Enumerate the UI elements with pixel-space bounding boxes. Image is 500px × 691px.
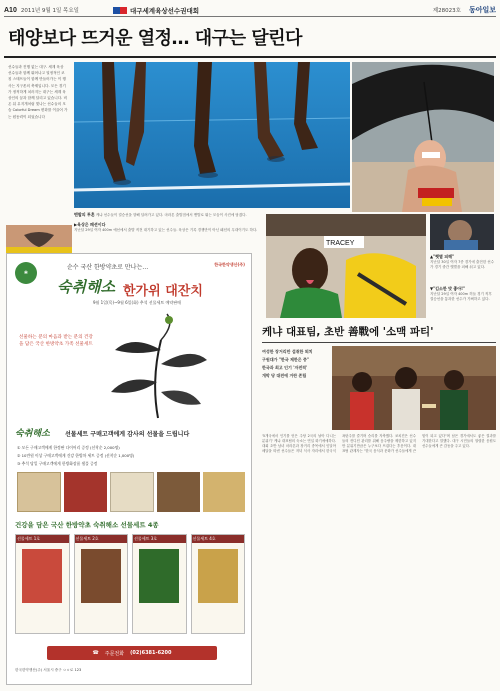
- ad-bullets: [17, 444, 245, 468]
- masthead: [4, 4, 496, 17]
- kenya-article-headline: 케냐 대표팀, 초반 善戰에 '소맥 파티': [262, 326, 434, 338]
- runner-tongue-photo: [266, 214, 426, 318]
- shade-athlete-photo: [430, 214, 494, 250]
- gift-box-image: [110, 472, 154, 512]
- runners-feet-photo: [74, 62, 350, 208]
- product-box-image: [81, 549, 121, 603]
- product-set-card[interactable]: [191, 534, 246, 634]
- product-set-card[interactable]: [15, 534, 70, 634]
- ad-tagline: 순수 국산 한방약초로 만나는…: [67, 264, 149, 271]
- kenya-team-photo: [332, 346, 496, 430]
- subhead: 여성한 장거리만 섭취한 퇴치: [262, 349, 313, 354]
- ad-product-sets: [15, 534, 245, 634]
- ad-logo-icon: ❀: [23, 270, 29, 276]
- ad-order-bar[interactable]: [47, 646, 217, 660]
- caption-body: 지난달 29일 여자 400m 예선에서 출발 직전 대기하고 있는 선수들. 육상은 기록 경쟁만이 아닌 패션의 무대이기도 하다.: [74, 228, 258, 232]
- ad-bullet: ① 모든 구매고객에게 한정판 다이어리 증정 (선착순 2,000명): [17, 445, 120, 450]
- ad-brand-mid: 숙취해소: [15, 429, 50, 439]
- product-set-card[interactable]: [74, 534, 129, 634]
- caption-body: 케냐 선수들이 결승선을 향해 달려가고 있다. 마라톤 출발점에서 맨발로 뛰는 모습이 사진에 담겼다.: [95, 213, 247, 217]
- advertisement[interactable]: [6, 253, 252, 685]
- ad-bullet: ② 10만원 이상 구매고객에게 건강 한방차 세트 증정 (선착순 1,000명): [17, 453, 135, 458]
- ad-title: 한가위 대잔치: [123, 284, 203, 299]
- publication-date: 2011년 9월 1일 목요일: [20, 8, 79, 14]
- umbrella-athlete-photo: [352, 62, 494, 212]
- caption-title: 맨발의 투혼: [74, 212, 95, 217]
- section-title: [113, 6, 199, 15]
- ad-middle-text: 선물하는 분의 마음과 받는 분의 건강을 담은 국산 한방약초 가족 선물세트: [19, 335, 93, 347]
- gift-box-image: [64, 472, 106, 512]
- caption-title: ▲"햇볕 피해": [430, 254, 455, 259]
- subhead: 개막 당 대전에 거란 존립: [262, 373, 307, 378]
- caption-title: ▶육상은 패션이다: [74, 222, 106, 227]
- caption-body: 지난달 30일 여자 7종 경기에 출전한 선수가 경기 중간 햇볕을 피해 쉬고 있다.: [430, 260, 495, 269]
- article-rule: [262, 342, 496, 343]
- caption-title: ▼"김소한 맛 좋아!": [430, 286, 466, 291]
- shade-caption: [430, 254, 496, 270]
- product-set-label: 선물세트 4호: [192, 535, 245, 543]
- section-label: 대구세계육상선수권대회: [129, 6, 200, 15]
- kenya-subheads: [262, 348, 328, 380]
- headline-rule: [4, 56, 496, 58]
- tattoo-photo: [6, 225, 72, 255]
- svg-text:TRACEY: TRACEY: [326, 240, 355, 247]
- product-set-card[interactable]: [132, 534, 187, 634]
- subhead: 한국과 최고 인기 '자전적': [262, 365, 308, 370]
- product-box-image: [198, 549, 238, 603]
- phone-icon: ☎: [92, 650, 99, 656]
- gift-box-image: [157, 472, 199, 512]
- product-box-image: [139, 549, 179, 603]
- product-box-image: [22, 549, 62, 603]
- caption-body: 지난달 29일 여자 400m 허들 경기 직후 결승선을 통과한 선수가 기뻐하고 있다.: [430, 292, 492, 301]
- order-phone: (02)6381-6200: [130, 650, 172, 656]
- ad-footer: 한국한약생산(주) 서울시 중구 ㅇㅇ로 123: [15, 668, 82, 672]
- product-set-label: 선물세트 2호: [75, 535, 128, 543]
- ad-period: 9월 1일(목)~9월 6일(화) 추석 선물세트 예약판매: [93, 300, 181, 305]
- kenya-article-body: '5개국에서 인기를 얻은 주당 2국의 날아 다니는 분위기' 케냐 대표팀의 숙소는 연일 화기애애하다. 대회 초반 남녀 마라톤과 장거리 종목에서 잇달아 메달을 따낸 선수들은 저녁 식사 자리에서 한국식 폭탄주를 즐기며 승리를 자축했다. 코치진은 선수들의 컨디션 관리를 위해 음주량을 제한하고 있지만 분위기만큼은 누구보다 뜨겁다는 후문이다. 대표팀 관계자는 "한국 음식과 문화가 선수들에게 큰 힘이 되고 있다"며 남은 경기에서도 좋은 결과를 기대한다고 말했다. 대구 시민들의 열렬한 응원도 선수들에게 큰 감동을 주고 있다.: [262, 434, 496, 454]
- ad-brand-script: 숙취해소: [57, 278, 115, 296]
- ad-company: 한국한약생산(주): [214, 262, 245, 267]
- product-set-label: 선물세트 3호: [133, 535, 186, 543]
- page-number: A10: [4, 6, 17, 14]
- ad-gift-boxes: [17, 472, 245, 512]
- ad-logo-badge: [15, 262, 37, 284]
- issue-number: 제28023호: [432, 8, 461, 14]
- subhead: 구원대가 "한국 제한은 중": [262, 357, 309, 362]
- ad-illustration: [103, 310, 213, 420]
- order-label: 주문전화: [104, 650, 125, 657]
- ad-offer: 선물세트 구매고객에게 감사의 선물을 드립니다: [65, 431, 190, 438]
- gift-box-image: [17, 472, 61, 512]
- ad-bottom-title: 건강을 담은 국산 한방약초 숙취해소 선물세트 4종: [15, 521, 159, 529]
- newspaper-logo: 동아일보: [468, 6, 496, 14]
- gift-box-image: [203, 472, 245, 512]
- tongue-caption: [430, 286, 496, 302]
- flag-icon: [113, 7, 127, 14]
- lead-text: 선수들과 진행 없는 대구. 세계 육상 선수들과 함께 뛰어나고 열정적인 코칭 스태프들이 함께 만들어가는 이 행사는 지구촌의 축제입니다. 모든 경기가 정직하게 치러지는 대구는 세계 육상인의 꿈과 함께 달리고 있습니다. 비 온 뒤 무지개처럼 빛나는 선수들의 모습 Colorful Dream 변화를 이끌어 가는 원동력이 되었습니다: [8, 65, 68, 119]
- page-headline: 태양보다 뜨거운 열정… 대구는 달린다: [8, 28, 302, 49]
- tattoo-caption: [74, 222, 266, 233]
- ad-bullet: ③ 추석 당일 구매고객에게 한방화장품 샘플 증정: [17, 461, 98, 466]
- product-set-label: 선물세트 1호: [16, 535, 69, 543]
